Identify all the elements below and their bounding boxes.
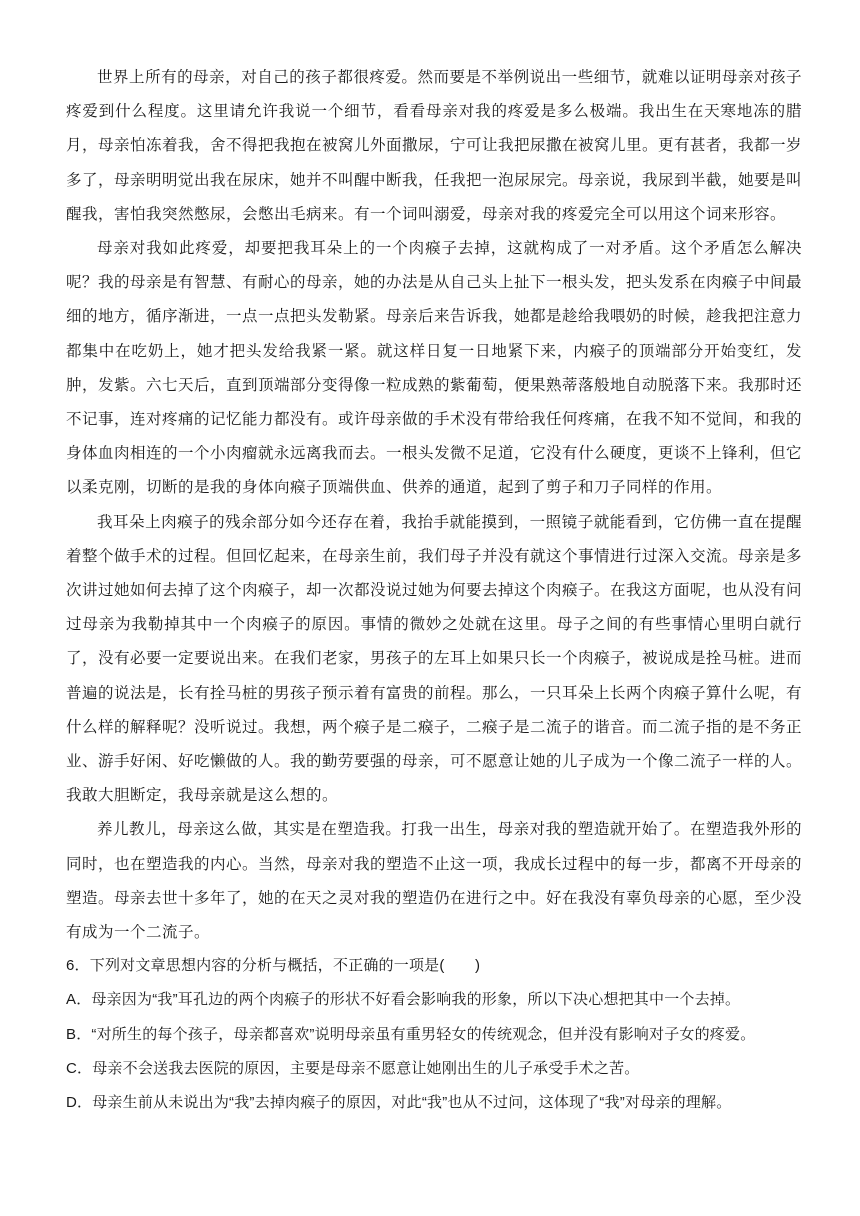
- passage-paragraph-1: 世界上所有的母亲，对自己的孩子都很疼爱。然而要是不举例说出一些细节，就难以证明母亲对孩子疼爱到什么程度。这里请允许我说一个细节，看看母亲对我的疼爱是多么极端。我出生在天寒地冻的腊月，母亲怕冻着我，舍不得把我抱在被窝儿外面撒尿，宁可让我把尿撒在被窝儿里。更有甚者，我都一岁多了，母亲明明觉出我在尿床，她并不叫醒中断我，任我把一泡尿尿完。母亲说，我尿到半截，她要是叫醒我，害怕我突然憋尿，会憋出毛病来。有一个词叫溺爱，母亲对我的疼爱完全可以用这个词来形容。: [66, 68, 803, 223]
- document-page: [66, 60, 802, 1120]
- option-c: C．母亲不会送我去医院的原因，主要是母亲不愿意让她刚出生的儿子承受手术之苦。: [66, 1059, 640, 1077]
- option-a: A．母亲因为“我”耳孔边的两个肉瘊子的形状不好看会影响我的形象，所以下决心想把其中一个去掉。: [66, 991, 741, 1009]
- option-d: D．母亲生前从未说出为“我”去掉肉瘊子的原因，对此“我”也从不过问，这体现了“我”对母亲的理解。: [66, 1094, 732, 1112]
- question-6: [66, 949, 802, 1120]
- passage-paragraph-4: 养儿教儿，母亲这么做，其实是在塑造我。打我一出生，母亲对我的塑造就开始了。在塑造我外形的同时，也在塑造我的内心。当然，母亲对我的塑造不止这一项，我成长过程中的每一步，都离不开母亲的塑造。母亲去世十多年了，她的在天之灵对我的塑造仍在进行之中。好在我没有辜负母亲的心愿，至少没有成为一个二流子。: [66, 820, 803, 942]
- option-b: B．“对所生的每个孩子，母亲都喜欢”说明母亲虽有重男轻女的传统观念，但并没有影响对子女的疼爱。: [66, 1025, 756, 1043]
- passage-paragraph-3: 我耳朵上肉瘊子的残余部分如今还存在着，我抬手就能摸到，一照镜子就能看到，它仿佛一直在提醒着整个做手术的过程。但回忆起来，在母亲生前，我们母子并没有就这个事情进行过深入交流。母亲是多次讲过她如何去掉了这个肉瘊子，却一次都没说过她为何要去掉这个肉瘊子。在我这方面呢，也从没有问过母亲为我勒掉其中一个肉瘊子的原因。事情的微妙之处就在这里。母子之间的有些事情心里明白就行了，没有必要一定要说出来。在我们老家，男孩子的左耳上如果只长一个肉瘊子，被说成是拴马桩。进而普遍的说法是，长有拴马桩的男孩子预示着有富贵的前程。那么，一只耳朵上长两个肉瘊子算什么呢，有什么样的解释呢？没听说过。我想，两个瘊子是二瘊子，二瘊子是二流子的谐音。而二流子指的是不务正业、游手好闲、好吃懒做的人。我的勤劳要强的母亲，可不愿意让她的儿子成为一个像二流子一样的人。我敢大胆断定，我母亲就是这么想的。: [66, 512, 803, 805]
- reading-passage: [66, 60, 802, 949]
- passage-paragraph-2: 母亲对我如此疼爱，却要把我耳朵上的一个肉瘊子去掉，这就构成了一对矛盾。这个矛盾怎么解决呢？我的母亲是有智慧、有耐心的母亲，她的办法是从自己头上扯下一根头发，把头发系在肉瘊子中间最细的地方，循序渐进，一点一点把头发勒紧。母亲后来告诉我，她都是趁给我喂奶的时候，趁我把注意力都集中在吃奶上，她才把头发给我紧一紧。就这样日复一日地紧下来，内瘊子的顶端部分开始变红，发肿，发紫。六七天后，直到顶端部分变得像一粒成熟的紫葡萄，便果熟蒂落般地自动脱落下来。我那时还不记事，连对疼痛的记忆能力都没有。或许母亲做的手术没有带给我任何疼痛，在我不知不觉间，和我的身体血肉相连的一个小肉瘤就永远离我而去。一根头发微不足道，它没有什么硬度，更谈不上锋利，但它以柔克刚，切断的是我的身体向瘊子顶端供血、供养的通道，起到了剪子和刀子同样的作用。: [66, 239, 803, 497]
- question-stem: 6．下列对文章思想内容的分析与概括，不正确的一项是( ): [66, 957, 481, 975]
